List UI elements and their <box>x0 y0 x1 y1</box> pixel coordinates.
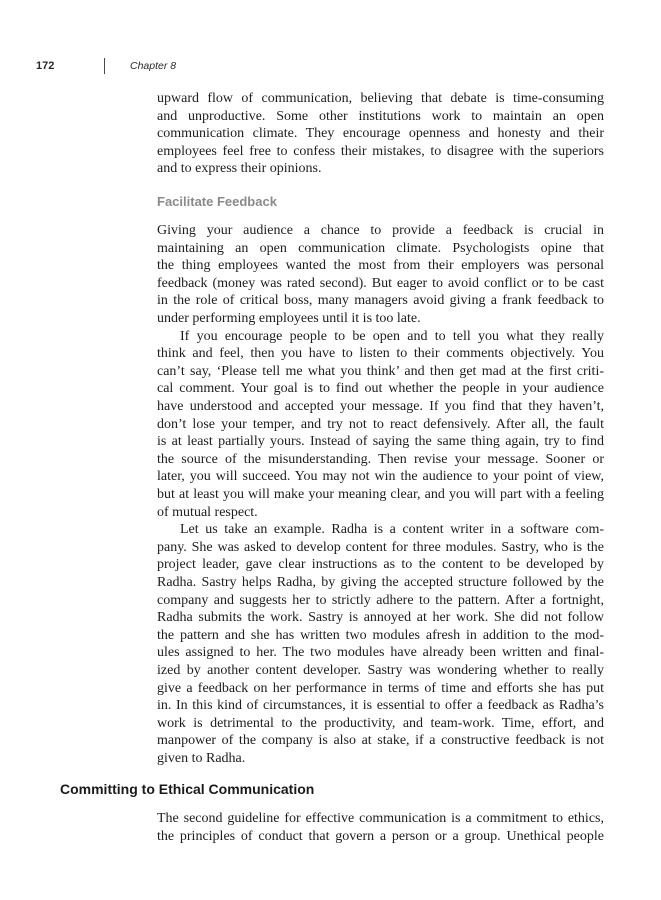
text-line: The second guideline for effective communication is a commitment to ethics, <box>157 811 604 826</box>
text-line: maintaining an open communication climate. Psychologists opine that <box>157 240 604 256</box>
text-line: pany. She was asked to develop content for three modules. Sastry, who is the <box>157 539 604 555</box>
text-line: communication climate. They encourage openness and honesty and their <box>157 126 604 142</box>
text-line: Let us take an example. Radha is a content writer in a software com- <box>180 522 604 538</box>
text-line: employees feel free to confess their mistakes, to disagree with the superiors <box>157 143 604 159</box>
continuation-paragraph <box>157 90 604 178</box>
text-line: can’t say, ‘Please tell me what you think’ and then get mad at the first criti- <box>157 363 604 379</box>
text-line: of mutual respect. <box>157 504 258 520</box>
text-line: upward flow of communication, believing that debate is time-consuming <box>157 91 604 106</box>
text-line: and to express their opinions. <box>157 161 322 177</box>
text-line: give a feedback on her performance in terms of time and efforts she has put <box>157 680 604 696</box>
text-line: given to Radha. <box>157 750 246 766</box>
text-line: project leader, gave clear instructions as to the content to be developed by <box>157 557 604 573</box>
chapter-label: Chapter 8 <box>130 60 177 72</box>
text-line: don’t lose your temper, and try not to react defensively. After all, the fault <box>157 416 604 432</box>
text-line: ules assigned to her. The two modules have already been written and final- <box>157 645 604 661</box>
text-line: If you encourage people to be open and to tell you what they really <box>180 328 604 344</box>
paragraph-encourage-openness <box>157 328 604 522</box>
header-divider <box>104 58 105 74</box>
text-line: cal comment. Your goal is to find out whether the people in your audience <box>157 381 604 397</box>
text-line: the pattern and she has written two modules afresh in addition to the mod- <box>157 627 604 643</box>
text-line: in. In this kind of circumstances, it is essential to offer a feedback as Radha’s <box>157 698 604 714</box>
text-line: work is detrimental to the productivity, and team-work. Time, effort, and <box>157 715 604 731</box>
page-number: 172 <box>36 60 55 72</box>
text-line: feedback (money was rated second). But eager to avoid conflict or to be cast <box>157 275 604 291</box>
text-line: have understood and accepted your message. If you find that they haven’t, <box>157 398 604 414</box>
text-line: but at least you will make your meaning clear, and you will part with a feeling <box>157 486 604 502</box>
text-line: think and feel, then you have to listen to their comments objectively. You <box>157 346 604 362</box>
text-line: under performing employees until it is too late. <box>157 310 421 326</box>
text-line: ized by another content developer. Sastry was wondering whether to really <box>157 662 604 678</box>
text-line: Radha submits the work. Sastry is annoyed at her work. She did not follow <box>157 610 604 626</box>
text-line: the principles of conduct that govern a person or a group. Unethical people <box>157 828 604 844</box>
text-line: manpower of the company is also at stake, if a constructive feedback is not <box>157 733 604 749</box>
text-line: and unproductive. Some other institutions work to maintain an open <box>157 108 604 124</box>
text-line: the thing employees wanted the most from their employers was personal <box>157 258 604 274</box>
section-heading-ethical-communication: Committing to Ethical Communication <box>60 781 315 797</box>
paragraph-ethics <box>157 810 604 845</box>
paragraph-feedback-intro <box>157 222 604 328</box>
subheading-facilitate-feedback: Facilitate Feedback <box>157 194 277 209</box>
paragraph-example-radha <box>157 521 604 767</box>
text-line: is at least partially yours. Instead of saying the same thing again, try to find <box>157 434 604 450</box>
text-line: Giving your audience a chance to provide a feedback is crucial in <box>157 223 604 238</box>
text-line: the source of the misunderstanding. Then revise your message. Sooner or <box>157 451 604 467</box>
text-line: later, you will succeed. You may not win the audience to your point of view, <box>157 469 604 485</box>
text-line: in the role of critical boss, many managers avoid giving a frank feedback to <box>157 293 604 309</box>
text-line: company and suggests her to strictly adhere to the pattern. After a fortnight, <box>157 592 604 608</box>
text-line: Radha. Sastry helps Radha, by giving the accepted structure followed by the <box>157 574 604 590</box>
